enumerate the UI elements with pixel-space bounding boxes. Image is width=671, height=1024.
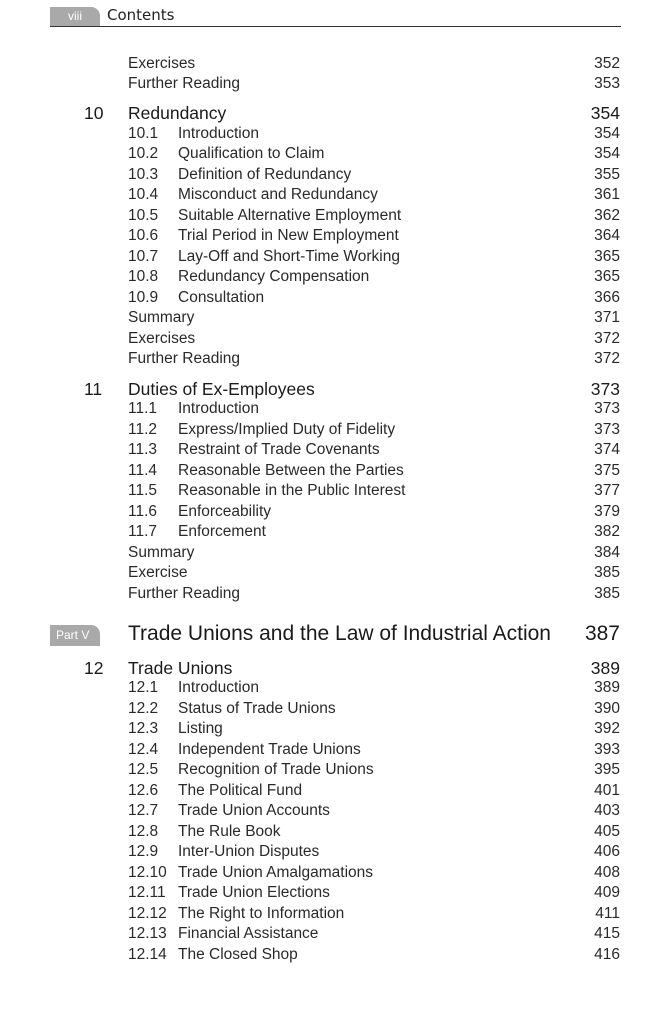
section-title: Consultation	[178, 289, 265, 306]
toc-entry-page: 384	[594, 544, 620, 561]
section-page: 379	[594, 503, 620, 520]
toc-entry	[0, 55, 671, 75]
toc-section	[0, 843, 671, 863]
toc-section	[0, 946, 671, 966]
section-number: 12.12	[128, 905, 167, 922]
section-page: 415	[594, 925, 620, 942]
section-number: 12.13	[128, 925, 167, 942]
toc-section	[0, 441, 671, 461]
toc-section	[0, 720, 671, 740]
toc-section	[0, 741, 671, 761]
section-page: 366	[594, 289, 620, 306]
section-title: Independent Trade Unions	[178, 741, 361, 758]
section-number: 11.5	[128, 482, 158, 499]
section-page: 375	[594, 462, 620, 479]
section-page: 390	[594, 700, 620, 717]
section-page: 364	[594, 227, 620, 244]
chapter-page: 354	[590, 103, 620, 123]
toc-entry-page: 372	[594, 330, 620, 347]
chapter-title: Duties of Ex-Employees	[128, 379, 315, 399]
section-number: 11.6	[128, 503, 158, 520]
toc-section	[0, 700, 671, 720]
section-page: 389	[594, 679, 620, 696]
chapter-page: 373	[590, 379, 620, 399]
section-number: 11.4	[128, 462, 158, 479]
toc-entry	[0, 564, 671, 584]
toc-section	[0, 802, 671, 822]
section-title: Introduction	[178, 400, 259, 417]
toc-section	[0, 782, 671, 802]
section-page: 401	[594, 782, 620, 799]
section-number: 10.5	[128, 207, 159, 224]
section-number: 12.8	[128, 823, 159, 840]
running-head-title: Contents	[107, 6, 175, 24]
chapter-title: Redundancy	[128, 103, 227, 123]
page-number-tab: viii	[50, 7, 100, 26]
section-title: Recognition of Trade Unions	[178, 761, 374, 778]
running-header	[50, 5, 621, 27]
section-page: 365	[594, 248, 620, 265]
section-title: The Political Fund	[178, 782, 303, 799]
part-title: Trade Unions and the Law of Industrial Action	[128, 622, 551, 645]
section-page: 373	[594, 400, 620, 417]
toc-entry-page: 372	[594, 350, 620, 367]
section-title: Introduction	[178, 125, 259, 142]
toc-entry-title: Summary	[128, 309, 195, 326]
toc-section	[0, 186, 671, 206]
section-number: 10.4	[128, 186, 159, 203]
section-number: 12.9	[128, 843, 159, 860]
toc-section	[0, 248, 671, 268]
section-title: Inter-Union Disputes	[178, 843, 320, 860]
section-title: Enforcement	[178, 523, 266, 540]
section-title: Express/Implied Duty of Fidelity	[178, 421, 396, 438]
toc-section	[0, 166, 671, 186]
section-number: 12.14	[128, 946, 167, 963]
section-number: 12.11	[128, 884, 166, 901]
section-title: Definition of Redundancy	[178, 166, 352, 183]
section-number: 12.7	[128, 802, 159, 819]
toc-entry-title: Exercise	[128, 564, 188, 581]
section-page: 361	[594, 186, 620, 203]
part-page: 387	[584, 622, 620, 645]
toc-section	[0, 268, 671, 288]
section-page: 354	[594, 145, 620, 162]
toc-entry-title: Further Reading	[128, 75, 241, 92]
toc-entry-title: Exercises	[128, 55, 196, 72]
section-page: 374	[594, 441, 620, 458]
toc-entry	[0, 585, 671, 605]
toc-chapter	[0, 103, 671, 123]
toc-chapter	[0, 379, 671, 399]
section-title: Qualification to Claim	[178, 145, 325, 162]
section-page: 403	[594, 802, 620, 819]
toc-section	[0, 462, 671, 482]
section-title: Reasonable Between the Parties	[178, 462, 404, 479]
section-title: Status of Trade Unions	[178, 700, 336, 717]
toc-entry-title: Further Reading	[128, 585, 241, 602]
section-number: 11.7	[128, 523, 158, 540]
section-page: 362	[594, 207, 620, 224]
part-label-tab: Part V	[50, 625, 100, 646]
toc-section	[0, 523, 671, 543]
toc-entry-page: 352	[594, 55, 620, 72]
section-page: 406	[594, 843, 620, 860]
chapter-page: 389	[590, 658, 620, 678]
section-number: 10.3	[128, 166, 159, 183]
toc-entry	[0, 350, 671, 370]
toc-entry	[0, 309, 671, 329]
section-number: 12.10	[128, 864, 167, 881]
toc-section	[0, 905, 671, 925]
chapter-title: Trade Unions	[128, 658, 233, 678]
toc-section	[0, 289, 671, 309]
toc-section	[0, 227, 671, 247]
toc-entry-title: Further Reading	[128, 350, 241, 367]
section-page: 365	[594, 268, 620, 285]
toc-entry-page: 371	[594, 309, 620, 326]
toc-section	[0, 761, 671, 781]
section-title: Misconduct and Redundancy	[178, 186, 378, 203]
section-title: The Rule Book	[178, 823, 281, 840]
toc-entry	[0, 75, 671, 95]
section-title: Lay-Off and Short-Time Working	[178, 248, 400, 265]
section-title: Trade Union Amalgamations	[178, 864, 373, 881]
section-number: 10.7	[128, 248, 159, 265]
section-number: 10.8	[128, 268, 159, 285]
toc-section	[0, 679, 671, 699]
section-number: 11.2	[128, 421, 158, 438]
section-page: 377	[594, 482, 620, 499]
toc-entry-title: Exercises	[128, 330, 196, 347]
toc-section	[0, 884, 671, 904]
section-number: 12.1	[128, 679, 159, 696]
section-number: 12.4	[128, 741, 159, 758]
toc-entry-page: 353	[594, 75, 620, 92]
toc-section	[0, 864, 671, 884]
toc-part	[0, 622, 671, 645]
chapter-number: 12	[84, 658, 104, 678]
section-title: Trade Union Accounts	[178, 802, 330, 819]
section-page: 382	[594, 523, 620, 540]
section-number: 12.5	[128, 761, 159, 778]
section-page: 408	[594, 864, 620, 881]
section-page: 416	[594, 946, 620, 963]
section-number: 12.3	[128, 720, 159, 737]
section-page: 392	[594, 720, 620, 737]
section-title: Introduction	[178, 679, 259, 696]
section-page: 393	[594, 741, 620, 758]
section-title: Restraint of Trade Covenants	[178, 441, 380, 458]
section-number: 12.2	[128, 700, 159, 717]
section-title: Redundancy Compensation	[178, 268, 370, 285]
section-page: 355	[594, 166, 620, 183]
chapter-number: 11	[84, 379, 103, 399]
toc-section	[0, 125, 671, 145]
toc-section	[0, 482, 671, 502]
toc-section	[0, 823, 671, 843]
toc-section	[0, 421, 671, 441]
section-number: 11.3	[128, 441, 158, 458]
toc-section	[0, 400, 671, 420]
section-page: 373	[594, 421, 620, 438]
toc-section	[0, 207, 671, 227]
toc-section	[0, 925, 671, 945]
section-page: 395	[594, 761, 620, 778]
section-title: Financial Assistance	[178, 925, 319, 942]
section-page: 409	[594, 884, 620, 901]
section-page: 354	[594, 125, 620, 142]
toc-chapter	[0, 658, 671, 678]
section-number: 10.1	[128, 125, 159, 142]
toc-entry	[0, 330, 671, 350]
section-page: 411	[595, 905, 620, 922]
toc-entry	[0, 544, 671, 564]
toc-section	[0, 503, 671, 523]
section-number: 12.6	[128, 782, 159, 799]
toc-section	[0, 145, 671, 165]
section-title: Reasonable in the Public Interest	[178, 482, 406, 499]
section-title: Trial Period in New Employment	[178, 227, 399, 244]
chapter-number: 10	[84, 103, 104, 123]
toc-entry-page: 385	[594, 564, 620, 581]
section-title: The Closed Shop	[178, 946, 298, 963]
toc-entry-page: 385	[594, 585, 620, 602]
section-number: 10.2	[128, 145, 159, 162]
toc-entry-title: Summary	[128, 544, 195, 561]
section-number: 10.9	[128, 289, 159, 306]
section-title: The Right to Information	[178, 905, 345, 922]
section-number: 11.1	[128, 400, 158, 417]
section-number: 10.6	[128, 227, 159, 244]
section-title: Listing	[178, 720, 223, 737]
section-title: Trade Union Elections	[178, 884, 330, 901]
section-title: Enforceability	[178, 503, 272, 520]
section-title: Suitable Alternative Employment	[178, 207, 402, 224]
section-page: 405	[594, 823, 620, 840]
